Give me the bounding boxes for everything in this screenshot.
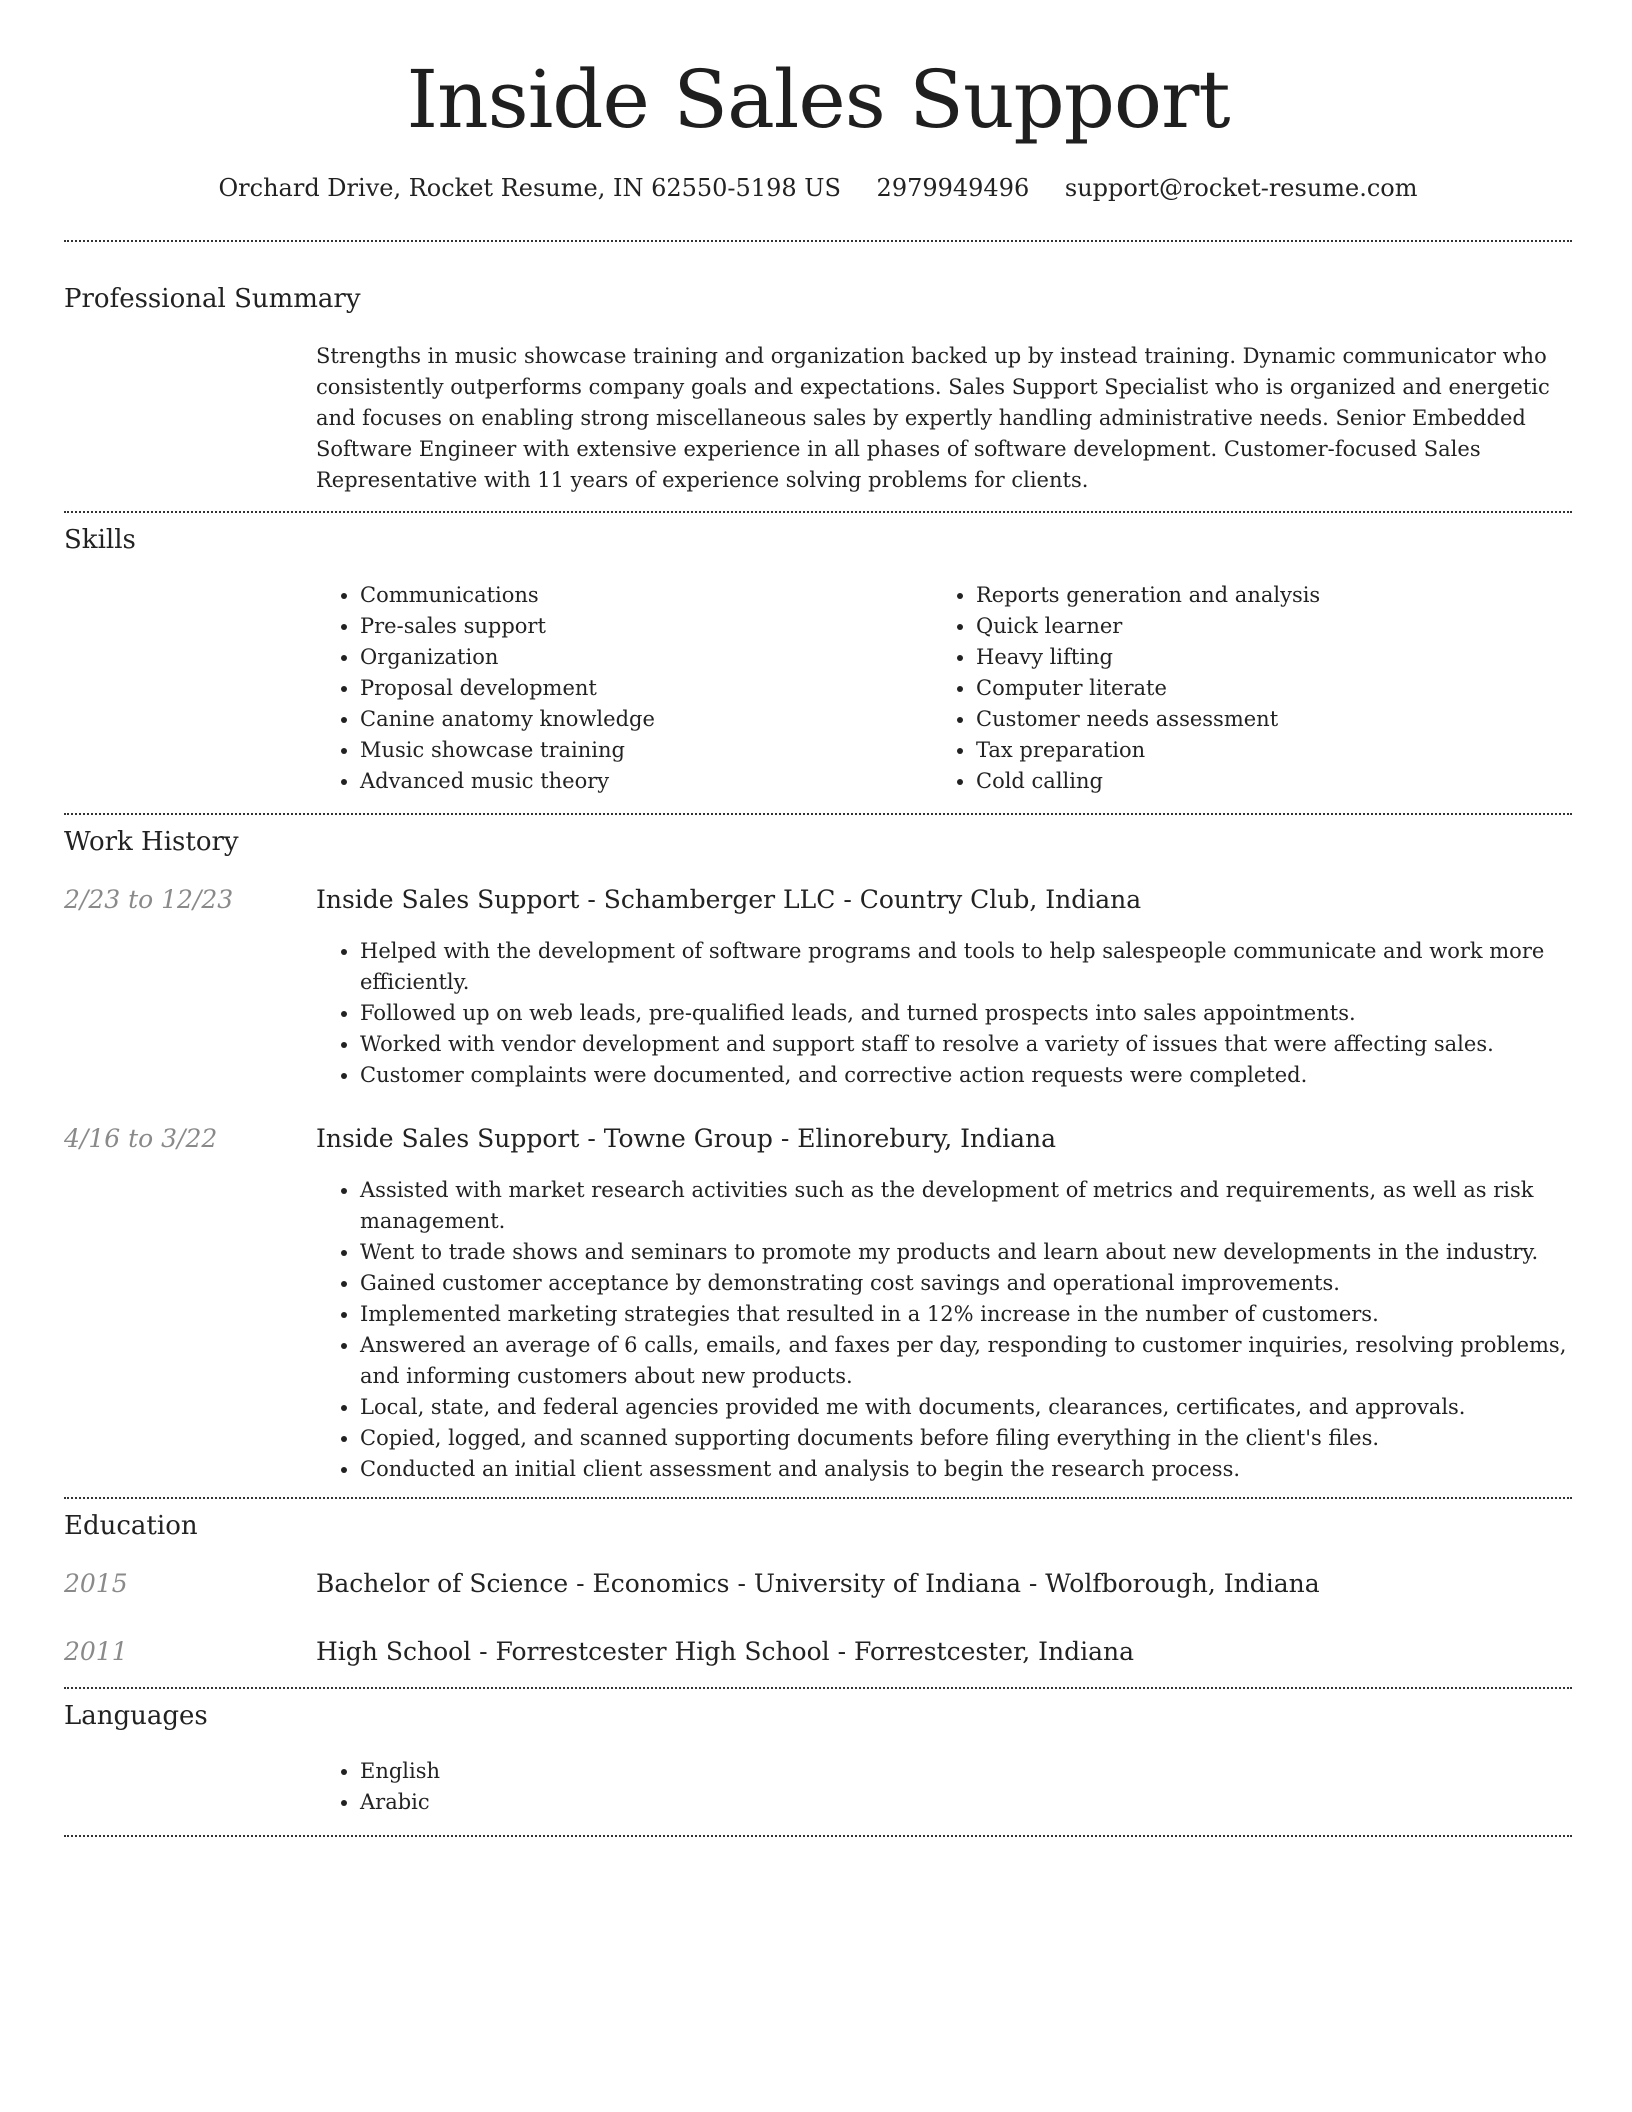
skills-list-right [932,580,1548,797]
job-bullet: • Local, state, and federal agencies provided me with documents, clearances, certificates, and approvals. [360,1392,1572,1423]
skill-item: • Proposal development [360,673,932,704]
job-bullet: • Assisted with market research activities such as the development of metrics and requirements, as well as risk management. [360,1175,1572,1237]
job-dates: 2/23 to 12/23 [64,885,234,914]
email: support@rocket-resume.com [1064,174,1418,202]
job-bullet: • Answered an average of 6 calls, emails, and faxes per day, responding to customer inquiries, resolving problems, and informing customers about new products. [360,1330,1572,1392]
education-year: 2011 [64,1637,128,1666]
languages-heading: Languages [64,1701,208,1731]
skill-item: • Advanced music theory [360,766,932,797]
job-bullets [316,936,1572,1091]
skill-item: • Reports generation and analysis [976,580,1548,611]
job-heading: Inside Sales Support - Schamberger LLC - Country Club, Indiana [316,885,1142,914]
job-bullet: • Gained customer acceptance by demonstrating cost savings and operational improvements. [360,1268,1572,1299]
skills-right-column [932,580,1548,797]
skill-item: • Pre-sales support [360,611,932,642]
job-bullet: • Worked with vendor development and support staff to resolve a variety of issues that were affecting sales. [360,1029,1572,1060]
address: Orchard Drive, Rocket Resume, IN 62550-5198 US [218,174,841,202]
job-heading: Inside Sales Support - Towne Group - Elinorebury, Indiana [316,1124,1056,1153]
job-bullet: • Customer complaints were documented, and corrective action requests were completed. [360,1060,1572,1091]
job-bullet: • Followed up on web leads, pre-qualified leads, and turned prospects into sales appointments. [360,998,1572,1029]
skill-item: • Canine anatomy knowledge [360,704,932,735]
divider [64,240,1572,242]
phone: 2979949496 [876,174,1030,202]
job-bullet: • Helped with the development of software programs and tools to help salespeople communicate and work more efficiently. [360,936,1572,998]
education-heading: Education [64,1511,198,1541]
summary-text: Strengths in music showcase training and organization backed up by instead training. Dynamic communicator who consistently outperforms company goals and expectations. Sales Support Specialist who is organized and energetic and focuses on enabling strong miscellaneous sales by expertly handling administrative needs. Senior Embedded Software Engineer with extensive experience in all phases of software development. Customer-focused Sales Representative with 11 years of experience solving problems for clients. [316,344,1550,492]
divider [64,1835,1572,1837]
job-bullets [316,1175,1572,1485]
skill-item: • Customer needs assessment [976,704,1548,735]
job-bullet: • Conducted an initial client assessment and analysis to begin the research process. [360,1454,1572,1485]
languages-list [316,1756,1572,1818]
education-year: 2015 [64,1569,128,1598]
skills-heading: Skills [64,525,136,555]
skill-item: • Quick learner [976,611,1548,642]
skills-left-column [316,580,932,797]
skill-item: • Communications [360,580,932,611]
job-bullet: • Copied, logged, and scanned supporting documents before filing everything in the client's files. [360,1423,1572,1454]
education-heading-entry: Bachelor of Science - Economics - University of Indiana - Wolfborough, Indiana [316,1569,1320,1598]
work-history-heading: Work History [64,827,239,857]
language-item: • Arabic [360,1787,1572,1818]
language-item: • English [360,1756,1572,1787]
skill-item: • Computer literate [976,673,1548,704]
divider [64,1497,1572,1499]
skills-list-left [316,580,932,797]
education-heading-entry: High School - Forrestcester High School - Forrestcester, Indiana [316,1637,1135,1666]
skill-item: • Cold calling [976,766,1548,797]
job-bullet: • Went to trade shows and seminars to promote my products and learn about new developments in the industry. [360,1237,1572,1268]
job-bullet: • Implemented marketing strategies that resulted in a 12% increase in the number of customers. [360,1299,1572,1330]
candidate-name: Inside Sales Support [406,53,1230,146]
contact-line [64,174,1572,202]
divider [64,511,1572,513]
skill-item: • Music showcase training [360,735,932,766]
job-dates: 4/16 to 3/22 [64,1124,218,1153]
summary-heading: Professional Summary [64,284,361,314]
resume-page [64,0,1572,1814]
divider [64,813,1572,815]
skill-item: • Tax preparation [976,735,1548,766]
skill-item: • Organization [360,642,932,673]
divider [64,1687,1572,1689]
skill-item: • Heavy lifting [976,642,1548,673]
